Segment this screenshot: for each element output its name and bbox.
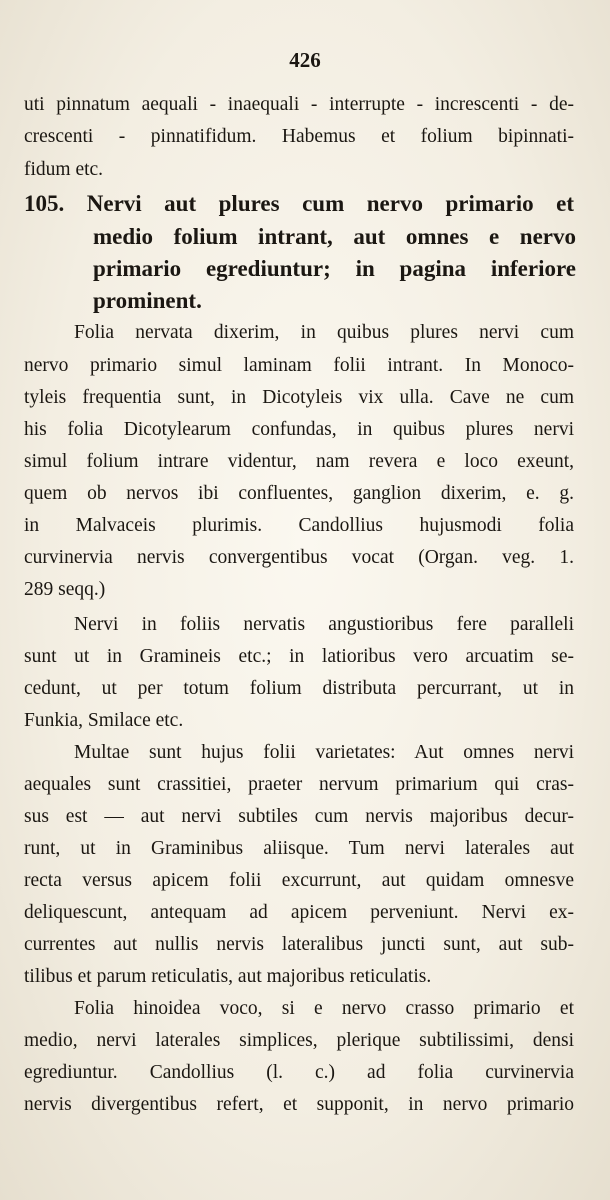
text-line: nervis divergentibus refert, et supponit, in nervo primario bbox=[24, 1094, 574, 1115]
page-number: 426 bbox=[289, 48, 321, 72]
section-heading-line: 105. Nervi aut plures cum nervo primario et bbox=[24, 191, 574, 216]
section-heading-line: primario egrediuntur; in pagina inferiore bbox=[93, 256, 576, 281]
text-line: aequales sunt crassitiei, praeter nervum primarium qui cras- bbox=[24, 774, 574, 795]
text-line: deliquescunt, antequam ad apicem perveniunt. Nervi ex- bbox=[24, 902, 574, 923]
text-line: fidum etc. bbox=[24, 159, 104, 180]
text-line: currentes aut nullis nervis lateralibus juncti sunt, aut sub- bbox=[24, 934, 574, 955]
text-line: in Malvaceis plurimis. Candollius hujusmodi folia bbox=[24, 515, 574, 536]
text-line: cedunt, ut per totum folium distributa percurrant, ut in bbox=[24, 678, 574, 699]
text-line: tilibus et parum reticulatis, aut majoribus reticulatis. bbox=[24, 966, 432, 987]
text-line: sunt ut in Gramineis etc.; in latioribus vero arcuatim se- bbox=[24, 646, 574, 667]
text-line: Multae sunt hujus folii varietates: Aut omnes nervi bbox=[74, 742, 574, 763]
text-line: sus est — aut nervi subtiles cum nervis majoribus decur- bbox=[24, 806, 574, 827]
text-line: his folia Dicotylearum confundas, in quibus plures nervi bbox=[24, 419, 574, 440]
text-line: Folia hinoidea voco, si e nervo crasso primario et bbox=[74, 998, 574, 1019]
text-line: 289 seqq.) bbox=[24, 579, 106, 600]
text-line: quem ob nervos ibi confluentes, ganglion dixerim, e. g. bbox=[24, 483, 574, 504]
text-line: Funkia, Smilace etc. bbox=[24, 710, 184, 731]
text-line: egrediuntur. Candollius (l. c.) ad folia curvinervia bbox=[24, 1062, 574, 1083]
text-line: curvinervia nervis convergentibus vocat (Organ. veg. 1. bbox=[24, 547, 574, 568]
text-line: simul folium intrare videntur, nam revera e loco exeunt, bbox=[24, 451, 574, 472]
text-line: tyleis frequentia sunt, in Dicotyleis vix ulla. Cave ne cum bbox=[24, 387, 574, 408]
text-line: medio, nervi laterales simplices, plerique subtilissimi, densi bbox=[24, 1030, 574, 1051]
text-line: Folia nervata dixerim, in quibus plures nervi cum bbox=[74, 322, 574, 343]
text-line: runt, ut in Graminibus aliisque. Tum nervi laterales aut bbox=[24, 838, 574, 859]
text-line: Nervi in foliis nervatis angustioribus fere paralleli bbox=[74, 614, 574, 635]
section-heading-line: medio folium intrant, aut omnes e nervo bbox=[93, 224, 576, 249]
text-line: crescenti - pinnatifidum. Habemus et folium bipinnati- bbox=[24, 126, 574, 147]
text-line: nervo primario simul laminam folii intrant. In Monoco- bbox=[24, 355, 574, 376]
text-line: recta versus apicem folii excurrunt, aut quidam omnesve bbox=[24, 870, 574, 891]
text-line: uti pinnatum aequali - inaequali - interrupte - increscenti - de- bbox=[24, 94, 574, 115]
section-heading-line: prominent. bbox=[93, 288, 202, 313]
